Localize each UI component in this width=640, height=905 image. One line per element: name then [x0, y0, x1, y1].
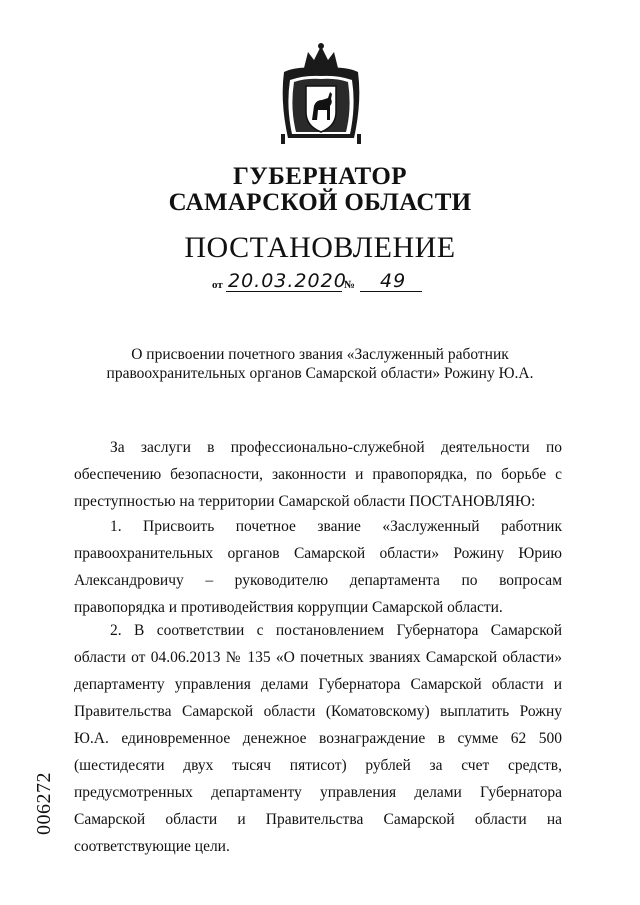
- issuer-region: САМАРСКОЙ ОБЛАСТИ: [168, 189, 472, 216]
- handwritten-date: 20.03.2020: [228, 270, 347, 292]
- date-number-line: [210, 270, 440, 296]
- paragraph-text: 2. В соответствии с постановлением Губернатора Самарской области от 04.06.2013 № 135 «О почетных званиях Самарской области» департаменту управления делами Губернатора Самарской области и Правительства Самарской области (Коматовскому) выплатить Рожну Ю.А. единовременное денежное вознаграждение в сумме 62 500 (шестидесяти двух тысяч пятисот) рублей за счет средств, предусмотренных департаменту управления делами Губернатора Самарской области и Правительства Самарской области на соответствующие цели.: [74, 622, 562, 855]
- number-label: №: [344, 279, 356, 291]
- coat-of-arms-icon: [276, 42, 366, 150]
- clause-2-paragraph: [74, 617, 562, 860]
- issuer-title: ГУБЕРНАТОР: [232, 163, 408, 190]
- paragraph-text: 1. Присвоить почетное звание «Заслуженный работник правоохранительных органов Самарской области» Рожину Юрию Александровичу – руководителю департамента по вопросам правопорядка и противодействия коррупции Самарской области.: [74, 518, 562, 616]
- serial-number-stamp: 006272: [33, 772, 55, 835]
- from-label: от: [212, 279, 223, 291]
- handwritten-number: 49: [380, 270, 407, 292]
- clause-1-paragraph: [74, 513, 562, 621]
- document-subject: О присвоении почетного звания «Заслуженный работник правоохранительных органов Самарской области» Рожину Ю.А.: [106, 346, 534, 382]
- document-type: ПОСТАНОВЛЕНИЕ: [184, 231, 456, 264]
- paragraph-text: За заслуги в профессионально-служебной деятельности по обеспечению безопасности, законности и правопорядка, по борьбе с преступностью на территории Самарской области ПОСТАНОВЛЯЮ:: [74, 439, 562, 510]
- preamble-paragraph: [74, 434, 562, 515]
